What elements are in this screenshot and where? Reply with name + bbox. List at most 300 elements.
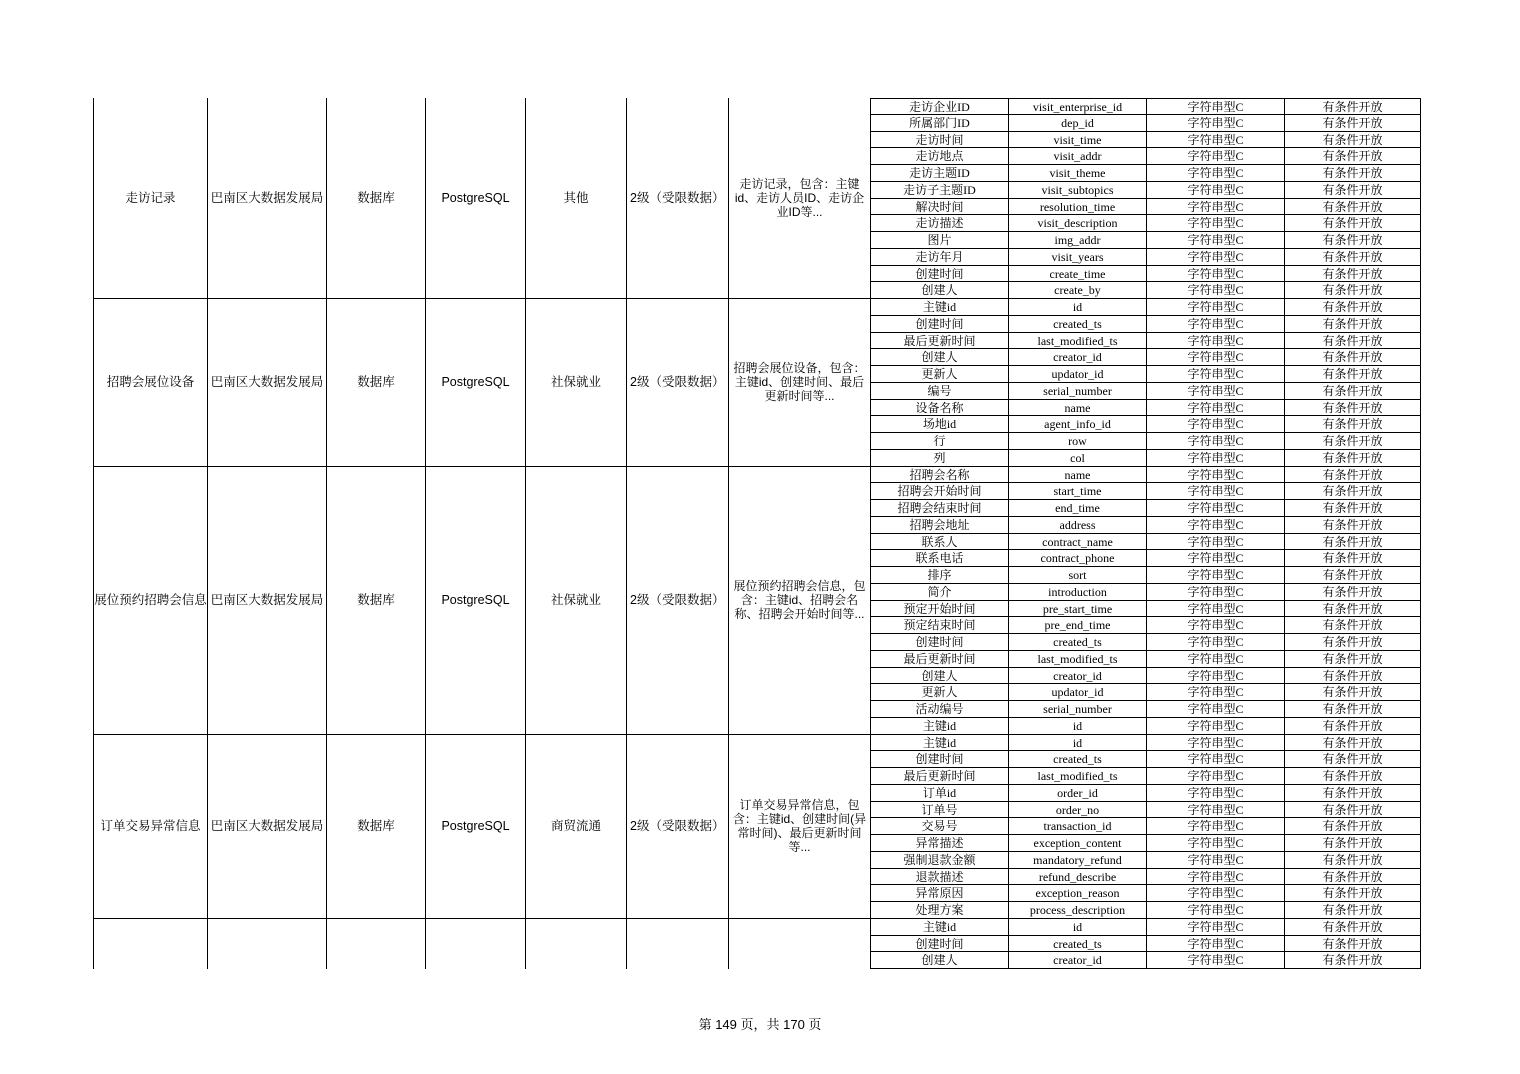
field-row (870, 467, 1421, 484)
open-type-cell: 有条件开放 (1284, 383, 1421, 400)
field-en-name-cell: visit_addr (1008, 148, 1146, 165)
database-text: PostgreSQL (441, 190, 510, 205)
field-en-name-cell: create_time (1008, 266, 1146, 283)
field-type-cell: 字符串型C (1146, 383, 1284, 400)
open-type-cell: 有条件开放 (1284, 433, 1421, 450)
open-type-cell: 有条件开放 (1284, 333, 1421, 350)
field-cn-name-cell: 走访年月 (870, 249, 1008, 266)
field-cn-name-cell: 主键id (870, 718, 1008, 735)
field-en-name-cell: updator_id (1008, 366, 1146, 383)
open-type-cell: 有条件开放 (1284, 919, 1421, 936)
field-type-cell: 字符串型C (1146, 483, 1284, 500)
field-row (870, 400, 1421, 417)
field-cn-name-cell: 行 (870, 433, 1008, 450)
open-type-cell: 有条件开放 (1284, 751, 1421, 768)
field-row (870, 349, 1421, 366)
field-en-name-cell: visit_enterprise_id (1008, 98, 1146, 115)
database-cell (425, 299, 525, 467)
field-type-cell: 字符串型C (1146, 584, 1284, 601)
database-cell (425, 98, 525, 299)
field-cn-name-cell: 交易号 (870, 818, 1008, 835)
description-text: 招聘会展位设备，包含：主键id、创建时间、最后更新时间等... (733, 361, 866, 404)
resource-name-cell (93, 299, 207, 467)
open-type-cell: 有条件开放 (1284, 148, 1421, 165)
field-cn-name-cell: 创建人 (870, 952, 1008, 969)
field-en-name-cell: process_description (1008, 902, 1146, 919)
field-list (870, 735, 1421, 919)
field-type-cell: 字符串型C (1146, 534, 1284, 551)
open-type-cell: 有条件开放 (1284, 132, 1421, 149)
open-type-cell: 有条件开放 (1284, 249, 1421, 266)
field-row (870, 701, 1421, 718)
resource-name-text: 展位预约招聘会信息 (94, 592, 207, 607)
open-type-cell: 有条件开放 (1284, 936, 1421, 953)
field-row (870, 517, 1421, 534)
field-cn-name-cell: 主键id (870, 919, 1008, 936)
field-row (870, 735, 1421, 752)
security-level-text: 2级（受限数据） (630, 818, 725, 833)
open-type-cell: 有条件开放 (1284, 199, 1421, 216)
security-level-text: 2级（受限数据） (630, 190, 725, 205)
field-en-name-cell: created_ts (1008, 634, 1146, 651)
field-cn-name-cell: 走访描述 (870, 215, 1008, 232)
field-cn-name-cell: 最后更新时间 (870, 651, 1008, 668)
field-type-cell: 字符串型C (1146, 500, 1284, 517)
field-row (870, 668, 1421, 685)
category-cell (525, 467, 626, 735)
field-row (870, 98, 1421, 115)
field-en-name-cell: start_time (1008, 483, 1146, 500)
database-text: PostgreSQL (441, 592, 510, 607)
resource-group (93, 919, 1421, 969)
field-cn-name-cell: 场地id (870, 416, 1008, 433)
field-cn-name-cell: 联系电话 (870, 550, 1008, 567)
field-list (870, 98, 1421, 299)
field-cn-name-cell: 预定结束时间 (870, 617, 1008, 634)
field-en-name-cell: exception_reason (1008, 885, 1146, 902)
field-row (870, 651, 1421, 668)
field-en-name-cell: order_id (1008, 785, 1146, 802)
field-type-cell: 字符串型C (1146, 802, 1284, 819)
open-type-cell: 有条件开放 (1284, 651, 1421, 668)
field-row (870, 919, 1421, 936)
category-cell (525, 98, 626, 299)
field-type-cell: 字符串型C (1146, 818, 1284, 835)
field-en-name-cell: last_modified_ts (1008, 768, 1146, 785)
field-list (870, 467, 1421, 735)
open-type-cell: 有条件开放 (1284, 467, 1421, 484)
field-en-name-cell: refund_describe (1008, 869, 1146, 886)
field-en-name-cell: mandatory_refund (1008, 852, 1146, 869)
field-en-name-cell: created_ts (1008, 751, 1146, 768)
field-en-name-cell: name (1008, 467, 1146, 484)
resource-type-text: 数据库 (357, 818, 395, 833)
field-type-cell: 字符串型C (1146, 132, 1284, 149)
resource-group (93, 735, 1421, 919)
field-row (870, 936, 1421, 953)
open-type-cell: 有条件开放 (1284, 165, 1421, 182)
field-en-name-cell: sort (1008, 567, 1146, 584)
field-en-name-cell: id (1008, 299, 1146, 316)
field-row (870, 450, 1421, 467)
department-cell (207, 98, 326, 299)
open-type-cell: 有条件开放 (1284, 852, 1421, 869)
field-row (870, 433, 1421, 450)
resource-name-cell (93, 98, 207, 299)
open-type-cell: 有条件开放 (1284, 416, 1421, 433)
field-row (870, 132, 1421, 149)
field-row (870, 835, 1421, 852)
field-en-name-cell: end_time (1008, 500, 1146, 517)
field-row (870, 215, 1421, 232)
description-text: 走访记录，包含：主键id、走访人员ID、走访企业ID等... (734, 177, 865, 219)
field-cn-name-cell: 联系人 (870, 534, 1008, 551)
field-en-name-cell: id (1008, 919, 1146, 936)
field-type-cell: 字符串型C (1146, 450, 1284, 467)
field-type-cell: 字符串型C (1146, 718, 1284, 735)
field-cn-name-cell: 招聘会地址 (870, 517, 1008, 534)
field-row (870, 550, 1421, 567)
open-type-cell: 有条件开放 (1284, 869, 1421, 886)
open-type-cell: 有条件开放 (1284, 550, 1421, 567)
security-level-cell (626, 299, 728, 467)
field-type-cell: 字符串型C (1146, 115, 1284, 132)
field-cn-name-cell: 走访地点 (870, 148, 1008, 165)
field-en-name-cell: serial_number (1008, 383, 1146, 400)
field-type-cell: 字符串型C (1146, 701, 1284, 718)
security-level-text: 2级（受限数据） (630, 374, 725, 389)
resource-name-text: 招聘会展位设备 (106, 374, 195, 389)
field-en-name-cell: visit_years (1008, 249, 1146, 266)
field-cn-name-cell: 走访子主题ID (870, 182, 1008, 199)
security-level-text: 2级（受限数据） (630, 592, 725, 607)
field-type-cell: 字符串型C (1146, 902, 1284, 919)
department-text: 巴南区大数据发展局 (210, 818, 324, 833)
field-row (870, 483, 1421, 500)
field-cn-name-cell: 更新人 (870, 684, 1008, 701)
field-en-name-cell: creator_id (1008, 668, 1146, 685)
resource-type-cell (326, 735, 425, 919)
field-cn-name-cell: 解决时间 (870, 199, 1008, 216)
field-cn-name-cell: 招聘会结束时间 (870, 500, 1008, 517)
field-row (870, 684, 1421, 701)
department-text: 巴南区大数据发展局 (210, 374, 324, 389)
field-row (870, 634, 1421, 651)
field-row (870, 601, 1421, 618)
field-cn-name-cell: 更新人 (870, 366, 1008, 383)
field-type-cell: 字符串型C (1146, 517, 1284, 534)
field-type-cell: 字符串型C (1146, 232, 1284, 249)
field-cn-name-cell: 创建人 (870, 349, 1008, 366)
security-level-cell (626, 735, 728, 919)
field-cn-name-cell: 走访时间 (870, 132, 1008, 149)
field-cn-name-cell: 最后更新时间 (870, 333, 1008, 350)
open-type-cell: 有条件开放 (1284, 182, 1421, 199)
open-type-cell: 有条件开放 (1284, 567, 1421, 584)
field-type-cell: 字符串型C (1146, 567, 1284, 584)
field-row (870, 718, 1421, 735)
open-type-cell: 有条件开放 (1284, 601, 1421, 618)
department-cell (207, 467, 326, 735)
field-row (870, 416, 1421, 433)
field-cn-name-cell: 所属部门ID (870, 115, 1008, 132)
field-en-name-cell: creator_id (1008, 349, 1146, 366)
open-type-cell: 有条件开放 (1284, 718, 1421, 735)
field-row (870, 232, 1421, 249)
field-type-cell: 字符串型C (1146, 366, 1284, 383)
category-text: 社保就业 (550, 592, 601, 607)
field-type-cell: 字符串型C (1146, 835, 1284, 852)
field-en-name-cell: created_ts (1008, 316, 1146, 333)
description-cell (728, 299, 870, 467)
resource-group (93, 299, 1421, 467)
open-type-cell: 有条件开放 (1284, 835, 1421, 852)
field-en-name-cell: row (1008, 433, 1146, 450)
field-row (870, 751, 1421, 768)
resource-group (93, 98, 1421, 299)
open-type-cell: 有条件开放 (1284, 634, 1421, 651)
field-row (870, 852, 1421, 869)
database-text: PostgreSQL (441, 374, 510, 389)
field-type-cell: 字符串型C (1146, 148, 1284, 165)
open-type-cell: 有条件开放 (1284, 684, 1421, 701)
field-type-cell: 字符串型C (1146, 735, 1284, 752)
field-type-cell: 字符串型C (1146, 349, 1284, 366)
field-en-name-cell: name (1008, 400, 1146, 417)
database-cell (425, 919, 525, 969)
field-cn-name-cell: 创建时间 (870, 266, 1008, 283)
open-type-cell: 有条件开放 (1284, 818, 1421, 835)
field-row (870, 567, 1421, 584)
field-en-name-cell: visit_time (1008, 132, 1146, 149)
field-cn-name-cell: 排序 (870, 567, 1008, 584)
field-en-name-cell: order_no (1008, 802, 1146, 819)
field-cn-name-cell: 创建人 (870, 668, 1008, 685)
field-en-name-cell: contract_phone (1008, 550, 1146, 567)
field-row (870, 249, 1421, 266)
field-cn-name-cell: 招聘会名称 (870, 467, 1008, 484)
open-type-cell: 有条件开放 (1284, 668, 1421, 685)
resource-type-cell (326, 98, 425, 299)
field-cn-name-cell: 图片 (870, 232, 1008, 249)
field-type-cell: 字符串型C (1146, 617, 1284, 634)
field-en-name-cell: visit_description (1008, 215, 1146, 232)
field-row (870, 282, 1421, 299)
open-type-cell: 有条件开放 (1284, 785, 1421, 802)
field-type-cell: 字符串型C (1146, 634, 1284, 651)
field-type-cell: 字符串型C (1146, 768, 1284, 785)
field-type-cell: 字符串型C (1146, 266, 1284, 283)
category-cell (525, 299, 626, 467)
description-cell (728, 919, 870, 969)
field-en-name-cell: created_ts (1008, 936, 1146, 953)
field-en-name-cell: visit_subtopics (1008, 182, 1146, 199)
resource-type-text: 数据库 (357, 374, 395, 389)
field-row (870, 534, 1421, 551)
open-type-cell: 有条件开放 (1284, 517, 1421, 534)
open-type-cell: 有条件开放 (1284, 902, 1421, 919)
field-type-cell: 字符串型C (1146, 936, 1284, 953)
field-type-cell: 字符串型C (1146, 249, 1284, 266)
open-type-cell: 有条件开放 (1284, 232, 1421, 249)
security-level-cell (626, 919, 728, 969)
field-type-cell: 字符串型C (1146, 299, 1284, 316)
resource-name-text: 走访记录 (125, 190, 176, 205)
field-en-name-cell: agent_info_id (1008, 416, 1146, 433)
description-cell (728, 467, 870, 735)
field-row (870, 802, 1421, 819)
field-type-cell: 字符串型C (1146, 416, 1284, 433)
field-cn-name-cell: 列 (870, 450, 1008, 467)
field-type-cell: 字符串型C (1146, 751, 1284, 768)
open-type-cell: 有条件开放 (1284, 366, 1421, 383)
field-en-name-cell: last_modified_ts (1008, 651, 1146, 668)
open-type-cell: 有条件开放 (1284, 450, 1421, 467)
field-cn-name-cell: 招聘会开始时间 (870, 483, 1008, 500)
field-cn-name-cell: 走访主题ID (870, 165, 1008, 182)
open-type-cell: 有条件开放 (1284, 400, 1421, 417)
open-type-cell: 有条件开放 (1284, 617, 1421, 634)
resource-name-cell (93, 735, 207, 919)
field-cn-name-cell: 异常描述 (870, 835, 1008, 852)
field-cn-name-cell: 退款描述 (870, 869, 1008, 886)
open-type-cell: 有条件开放 (1284, 584, 1421, 601)
field-cn-name-cell: 创建时间 (870, 751, 1008, 768)
field-en-name-cell: exception_content (1008, 835, 1146, 852)
field-type-cell: 字符串型C (1146, 684, 1284, 701)
category-cell (525, 919, 626, 969)
field-type-cell: 字符串型C (1146, 98, 1284, 115)
field-cn-name-cell: 主键id (870, 735, 1008, 752)
field-row (870, 584, 1421, 601)
field-cn-name-cell: 处理方案 (870, 902, 1008, 919)
open-type-cell: 有条件开放 (1284, 735, 1421, 752)
field-cn-name-cell: 创建时间 (870, 936, 1008, 953)
field-row (870, 885, 1421, 902)
field-en-name-cell: last_modified_ts (1008, 333, 1146, 350)
field-type-cell: 字符串型C (1146, 467, 1284, 484)
open-type-cell: 有条件开放 (1284, 282, 1421, 299)
field-type-cell: 字符串型C (1146, 869, 1284, 886)
database-cell (425, 735, 525, 919)
field-row (870, 299, 1421, 316)
field-cn-name-cell: 走访企业ID (870, 98, 1008, 115)
category-cell (525, 735, 626, 919)
department-cell (207, 919, 326, 969)
field-type-cell: 字符串型C (1146, 433, 1284, 450)
field-cn-name-cell: 编号 (870, 383, 1008, 400)
department-text: 巴南区大数据发展局 (210, 592, 324, 607)
field-en-name-cell: serial_number (1008, 701, 1146, 718)
field-en-name-cell: creator_id (1008, 952, 1146, 969)
field-row (870, 266, 1421, 283)
database-text: PostgreSQL (441, 818, 510, 833)
field-type-cell: 字符串型C (1146, 601, 1284, 618)
description-text: 订单交易异常信息，包含：主键id、创建时间(异常时间)、最后更新时间等... (732, 798, 867, 855)
open-type-cell: 有条件开放 (1284, 299, 1421, 316)
open-type-cell: 有条件开放 (1284, 98, 1421, 115)
resource-type-text: 数据库 (357, 190, 395, 205)
resource-type-cell (326, 467, 425, 735)
field-cn-name-cell: 异常原因 (870, 885, 1008, 902)
field-en-name-cell: img_addr (1008, 232, 1146, 249)
description-cell (728, 735, 870, 919)
category-text: 其他 (563, 190, 589, 205)
field-row (870, 768, 1421, 785)
field-en-name-cell: transaction_id (1008, 818, 1146, 835)
field-row (870, 115, 1421, 132)
resource-type-text: 数据库 (357, 592, 395, 607)
field-en-name-cell: updator_id (1008, 684, 1146, 701)
field-row (870, 617, 1421, 634)
field-en-name-cell: dep_id (1008, 115, 1146, 132)
field-row (870, 366, 1421, 383)
open-type-cell: 有条件开放 (1284, 349, 1421, 366)
field-en-name-cell: address (1008, 517, 1146, 534)
field-type-cell: 字符串型C (1146, 333, 1284, 350)
resource-type-cell (326, 919, 425, 969)
field-row (870, 902, 1421, 919)
open-type-cell: 有条件开放 (1284, 483, 1421, 500)
field-en-name-cell: pre_start_time (1008, 601, 1146, 618)
open-type-cell: 有条件开放 (1284, 768, 1421, 785)
field-cn-name-cell: 创建人 (870, 282, 1008, 299)
database-cell (425, 467, 525, 735)
description-text: 展位预约招聘会信息，包含：主键id、招聘会名称、招聘会开始时间等... (733, 579, 866, 621)
field-row (870, 333, 1421, 350)
open-type-cell: 有条件开放 (1284, 500, 1421, 517)
field-en-name-cell: pre_end_time (1008, 617, 1146, 634)
field-row (870, 316, 1421, 333)
field-row (870, 500, 1421, 517)
resource-name-cell (93, 919, 207, 969)
security-level-cell (626, 467, 728, 735)
department-text: 巴南区大数据发展局 (210, 190, 324, 205)
field-type-cell: 字符串型C (1146, 785, 1284, 802)
field-en-name-cell: id (1008, 718, 1146, 735)
security-level-cell (626, 98, 728, 299)
field-type-cell: 字符串型C (1146, 885, 1284, 902)
field-cn-name-cell: 订单号 (870, 802, 1008, 819)
field-cn-name-cell: 主键id (870, 299, 1008, 316)
field-en-name-cell: contract_name (1008, 534, 1146, 551)
field-cn-name-cell: 订单id (870, 785, 1008, 802)
field-cn-name-cell: 最后更新时间 (870, 768, 1008, 785)
field-type-cell: 字符串型C (1146, 165, 1284, 182)
open-type-cell: 有条件开放 (1284, 802, 1421, 819)
field-row (870, 148, 1421, 165)
field-cn-name-cell: 创建时间 (870, 316, 1008, 333)
field-row (870, 383, 1421, 400)
field-en-name-cell: id (1008, 735, 1146, 752)
field-row (870, 818, 1421, 835)
open-type-cell: 有条件开放 (1284, 316, 1421, 333)
field-cn-name-cell: 设备名称 (870, 400, 1008, 417)
open-type-cell: 有条件开放 (1284, 266, 1421, 283)
page-footer: 第 149 页，共 170 页 (698, 1017, 822, 1032)
field-cn-name-cell: 活动编号 (870, 701, 1008, 718)
field-cn-name-cell: 创建时间 (870, 634, 1008, 651)
field-en-name-cell: introduction (1008, 584, 1146, 601)
field-type-cell: 字符串型C (1146, 550, 1284, 567)
field-cn-name-cell: 强制退款金额 (870, 852, 1008, 869)
category-text: 社保就业 (550, 374, 601, 389)
field-type-cell: 字符串型C (1146, 182, 1284, 199)
field-type-cell: 字符串型C (1146, 919, 1284, 936)
resource-type-cell (326, 299, 425, 467)
field-type-cell: 字符串型C (1146, 316, 1284, 333)
field-cn-name-cell: 预定开始时间 (870, 601, 1008, 618)
